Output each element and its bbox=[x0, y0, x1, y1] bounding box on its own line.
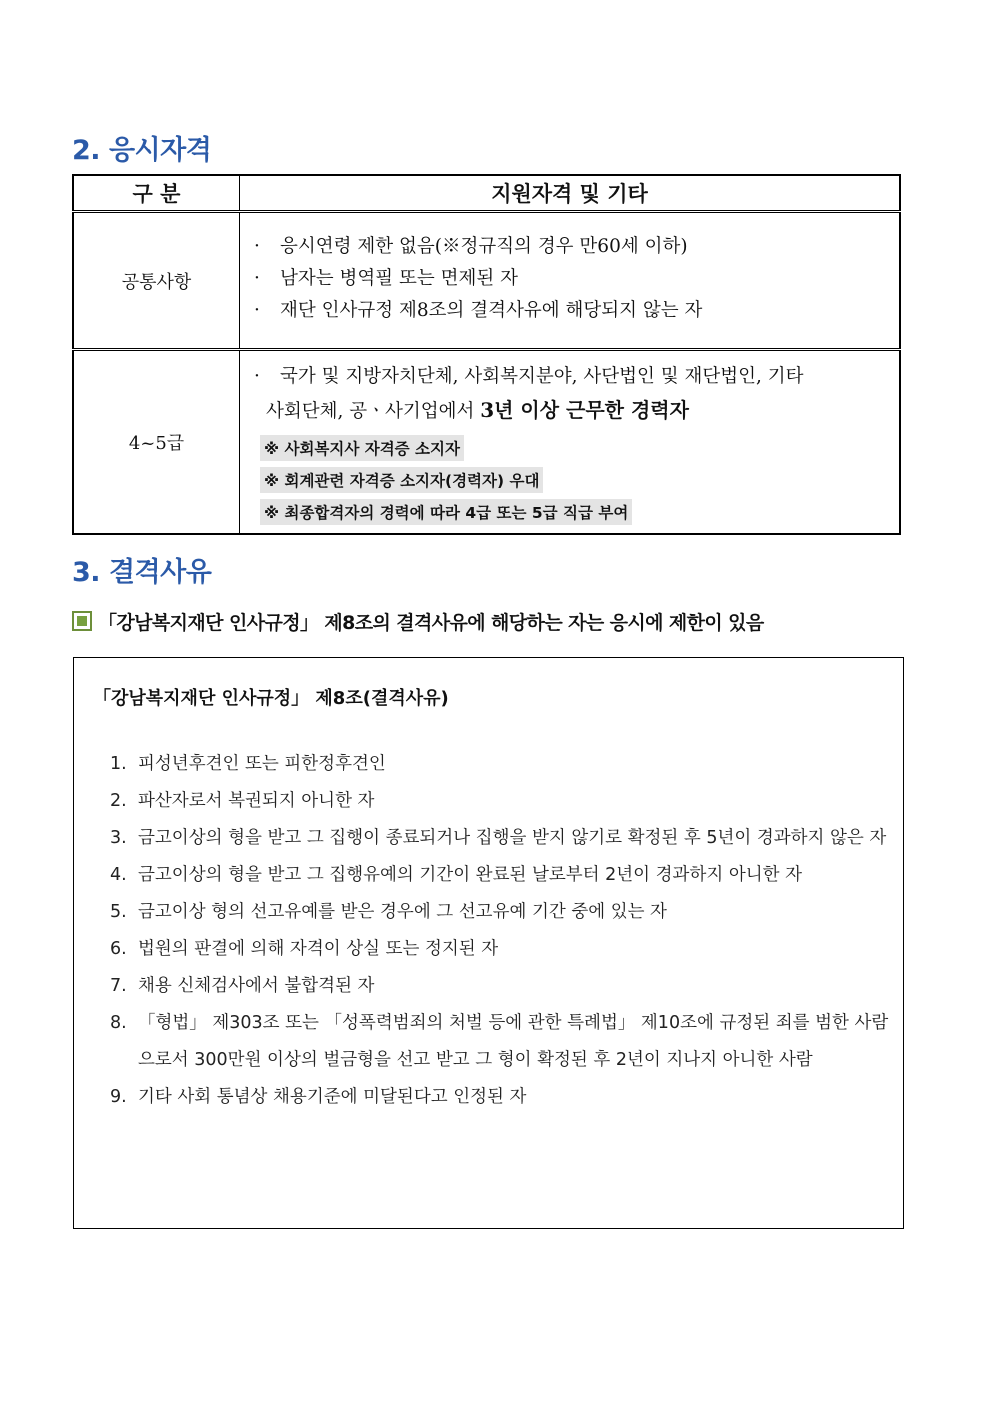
section-3-subtitle: 「강남복지재단 인사규정」 제8조의 결격사유에 해당하는 자는 응시에 제한이 있음 bbox=[72, 608, 764, 635]
list-item: 7. 채용 신체검사에서 불합격된 자 bbox=[110, 976, 375, 996]
list-item: 2. 파산자로서 복권되지 아니한 자 bbox=[110, 791, 375, 811]
table-row bbox=[73, 350, 900, 535]
list-item: 9. 기타 사회 통념상 채용기준에 미달된다고 인정된 자 bbox=[110, 1087, 527, 1107]
table-row bbox=[73, 212, 900, 350]
emphasis-text: 3년 이상 근무한 경력자 bbox=[480, 398, 689, 422]
box-title: 「강남복지재단 인사규정」 제8조(결격사유) bbox=[93, 688, 449, 709]
disqualification-box bbox=[73, 657, 904, 1229]
list-item: · 재단 인사규정 제8조의 결격사유에 해당되지 않는 자 bbox=[254, 300, 703, 321]
list-item: 5. 금고이상 형의 선고유예를 받은 경우에 그 선고유예 기간 중에 있는 자 bbox=[110, 902, 667, 922]
note-badge: ※ 사회복지사 자격증 소지자 bbox=[260, 435, 464, 461]
section-3-title: 3. 결격사유 bbox=[72, 557, 212, 588]
list-item: · 국가 및 지방자치단체, 사회복지분야, 사단법인 및 재단법인, 기타 bbox=[254, 366, 804, 387]
qualification-table bbox=[72, 174, 901, 535]
disqualification-list bbox=[74, 746, 905, 1116]
list-item: 4. 금고이상의 형을 받고 그 집행유예의 기간이 완료된 날로부터 2년이 경과하지 아니한 자 bbox=[110, 865, 802, 885]
row-category: 공통사항 bbox=[73, 212, 240, 350]
table-header-qualification: 지원자격 및 기타 bbox=[240, 175, 901, 212]
list-item: · 남자는 병역필 또는 면제된 자 bbox=[254, 268, 518, 289]
note-badge: ※ 회계관련 자격증 소지자(경력자) 우대 bbox=[260, 467, 543, 493]
section-2-title: 2. 응시자격 bbox=[72, 135, 212, 166]
note-badge: ※ 최종합격자의 경력에 따라 4급 또는 5급 직급 부여 bbox=[260, 499, 632, 525]
list-item: · 응시연령 제한 없음(※정규직의 경우 만60세 이하) bbox=[254, 236, 688, 257]
table-header-category: 구 분 bbox=[73, 175, 240, 212]
row-category: 4~5급 bbox=[73, 350, 240, 535]
square-bullet-icon bbox=[72, 611, 92, 631]
list-item: 1. 피성년후견인 또는 피한정후견인 bbox=[110, 754, 386, 774]
list-item-continuation: 사회단체, 공ㆍ사기업에서 3년 이상 근무한 경력자 bbox=[266, 398, 689, 422]
list-item: 3. 금고이상의 형을 받고 그 집행이 종료되거나 집행을 받지 않기로 확정된 후 5년이 경과하지 않은 자 bbox=[110, 828, 887, 848]
list-item: 8. 「형법」 제303조 또는 「성폭력범죄의 처벌 등에 관한 특례법」 제10조에 규정된 죄를 범한 사람으로서 300만원 이상의 벌금형을 선고 받고 그 형이 확정된 후 2년이 지나지 아니한 사람 bbox=[110, 1013, 889, 1070]
list-item: 6. 법원의 판결에 의해 자격이 상실 또는 정지된 자 bbox=[110, 939, 499, 959]
